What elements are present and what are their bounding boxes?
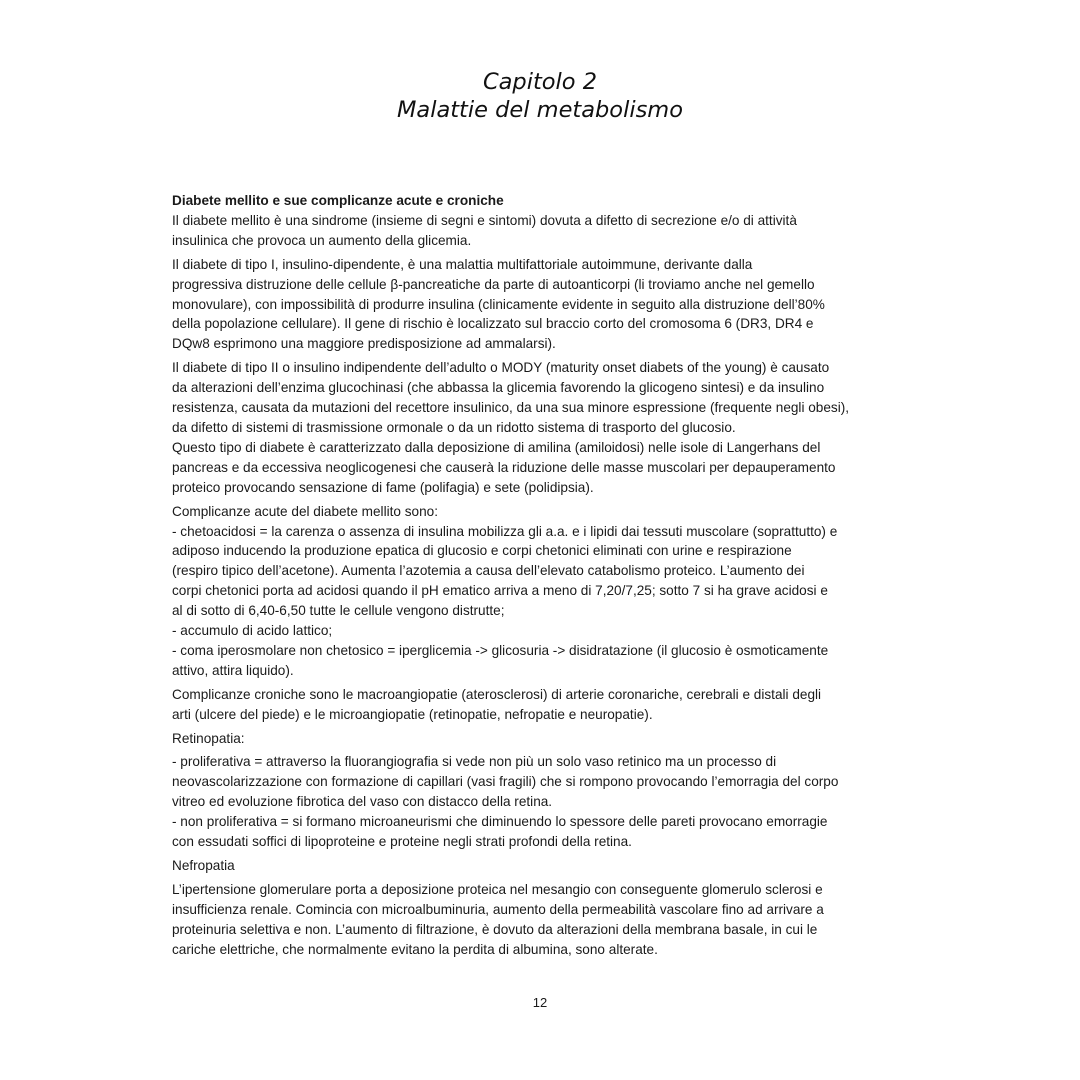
text-line: Complicanze croniche sono le macroangiopatie (aterosclerosi) di arterie coronariche, cerebrali e distali degli bbox=[172, 686, 822, 702]
text-line: arti (ulcere del piede) e le microangiopatie (retinopatie, nefropatie e neuropatie). bbox=[172, 706, 653, 722]
text-line: attivo, attira liquido). bbox=[172, 662, 294, 678]
text-line: vitreo ed evoluzione fibrotica del vaso con distacco della retina. bbox=[172, 794, 553, 810]
text-line: Il diabete di tipo I, insulino-dipendente, è una malattia multifattoriale autoimmune, derivante dalla bbox=[172, 256, 753, 272]
text-line: - chetoacidosi = la carenza o assenza di insulina mobilizza gli a.a. e i lipidi dai tessuti muscolare (soprattutto) e bbox=[172, 523, 838, 539]
text-line: progressiva distruzione delle cellule β-pancreatiche da parte di autoanticorpi (li troviamo anche nel gemello bbox=[172, 276, 815, 292]
paragraph bbox=[172, 358, 932, 497]
text-line: - coma iperosmolare non chetosico = iperglicemia -> glicosuria -> disidratazione (il glucosio è osmoticamente bbox=[172, 642, 829, 658]
text-line: cariche elettriche, che normalmente evitano la perdita di albumina, sono alterate. bbox=[172, 941, 658, 957]
text-line: al di sotto di 6,40-6,50 tutte le cellule vengono distrutte; bbox=[172, 603, 505, 619]
text-line: pancreas e da eccessiva neoglicogenesi che causerà la riduzione delle masse muscolari per depauperamento bbox=[172, 459, 836, 475]
chapter-number: Capitolo 2 bbox=[482, 69, 598, 95]
paragraph bbox=[172, 685, 932, 725]
paragraph bbox=[172, 729, 932, 749]
text-line: - non proliferativa = si formano microaneurismi che diminuendo lo spessore delle pareti provocano emorragie bbox=[172, 814, 828, 830]
paragraph bbox=[172, 502, 932, 681]
chapter-heading bbox=[0, 68, 1080, 124]
text-line: proteinuria selettiva e non. L’aumento di filtrazione, è dovuto da alterazioni della membrana basale, in cui le bbox=[172, 921, 818, 937]
page-number: 12 bbox=[532, 995, 548, 1010]
section-title: Diabete mellito e sue complicanze acute e croniche bbox=[172, 193, 504, 208]
text-line: Complicanze acute del diabete mellito sono: bbox=[172, 503, 438, 519]
text-line: neovascolarizzazione con formazione di capillari (vasi fragili) che si rompono provocando l’emorragia del corpo bbox=[172, 774, 839, 790]
text-line: da alterazioni dell’enzima glucochinasi (che abbassa la glicemia favorendo la glicogeno sintesi) e da insulino bbox=[172, 380, 825, 396]
text-line: Retinopatia: bbox=[172, 730, 245, 746]
text-line: Questo tipo di diabete è caratterizzato dalla deposizione di amilina (amiloidosi) nelle isole di Langerhans del bbox=[172, 439, 821, 455]
text-line: con essudati soffici di lipoproteine e proteine negli strati profondi della retina. bbox=[172, 834, 632, 850]
text-line: Il diabete di tipo II o insulino indipendente dell’adulto o MODY (maturity onset diabets of the young) è causato bbox=[172, 360, 830, 376]
text-line: - accumulo di acido lattico; bbox=[172, 623, 333, 639]
text-line: insulinica che provoca un aumento della glicemia. bbox=[172, 232, 472, 248]
paragraph-list bbox=[172, 211, 932, 960]
text-line: corpi chetonici porta ad acidosi quando il pH ematico arriva a meno di 7,20/7,25; sotto 7 si ha grave acidosi e bbox=[172, 583, 828, 599]
text-line: proteico provocando sensazione di fame (polifagia) e sete (polidipsia). bbox=[172, 479, 594, 495]
paragraph bbox=[172, 255, 932, 355]
text-line: adiposo inducendo la produzione epatica di glucosio e corpi chetonici eliminati con urine e respirazione bbox=[172, 543, 792, 559]
text-line: da difetto di sistemi di trasmissione ormonale o da un ridotto sistema di trasporto del glucosio. bbox=[172, 419, 736, 435]
paragraph bbox=[172, 856, 932, 876]
text-line: (respiro tipico dell’acetone). Aumenta l’azotemia a causa dell’elevato catabolismo proteico. L’aumento dei bbox=[172, 563, 805, 579]
text-line: Il diabete mellito è una sindrome (insieme di segni e sintomi) dovuta a difetto di secrezione e/o di attività bbox=[172, 212, 797, 228]
paragraph bbox=[172, 211, 932, 251]
text-line: DQw8 esprimono una maggiore predisposizione ad ammalarsi). bbox=[172, 336, 556, 352]
text-line: insufficienza renale. Comincia con microalbuminuria, aumento della permeabilità vascolare fino ad arrivare a bbox=[172, 901, 824, 917]
text-line: L’ipertensione glomerulare porta a deposizione proteica nel mesangio con conseguente glomerulo sclerosi e bbox=[172, 881, 823, 897]
paragraph bbox=[172, 752, 932, 852]
document-body bbox=[172, 191, 932, 964]
text-line: monovulare), con impossibilità di produrre insulina (clinicamente evidente in seguito alla distruzione dell’80% bbox=[172, 296, 825, 312]
chapter-title: Malattie del metabolismo bbox=[397, 97, 683, 123]
text-line: resistenza, causata da mutazioni del recettore insulinico, da una sua minore espressione (frequente negli obesi), bbox=[172, 400, 850, 416]
text-line: Nefropatia bbox=[172, 858, 235, 873]
paragraph bbox=[172, 880, 932, 960]
text-line: della popolazione cellulare). Il gene di rischio è localizzato sul braccio corto del cromosoma 6 (DR3, DR4 e bbox=[172, 316, 814, 332]
text-line: - proliferativa = attraverso la fluorangiografia si vede non più un solo vaso retinico ma un processo di bbox=[172, 754, 777, 770]
